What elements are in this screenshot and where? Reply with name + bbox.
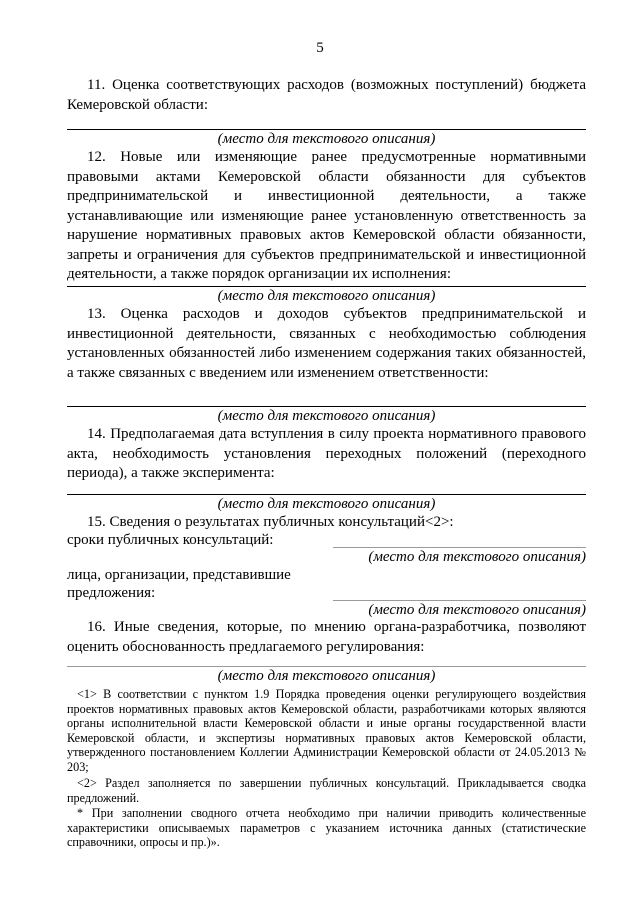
section-11-caption: (место для текстового описания)	[217, 131, 436, 147]
section-14-caption: (место для текстового описания)	[217, 496, 436, 512]
page-number: 5	[316, 40, 324, 56]
section-16-text: 16. Иные сведения, которые, по мнению органа-разработчика, позволяют оценить обоснованность предлагаемого регулирования:	[67, 619, 586, 655]
section-13-caption: (место для текстового описания)	[217, 408, 436, 424]
section-11-text: 11. Оценка соответствующих расходов (возможных поступлений) бюджета Кемеровской области:	[67, 77, 586, 113]
section-15-persons-label: лица, организации, представившие	[67, 567, 291, 583]
section-12-caption: (место для текстового описания)	[217, 288, 436, 304]
footnote-3: * При заполнении сводного отчета необходимо при наличии приводить количественные характеристики описываемых параметров с указанием источника данных (статистические справочники, опросы и пр.)».	[67, 806, 586, 850]
section-15-terms-caption: (место для текстового описания)	[368, 549, 586, 565]
section-15-persons-caption: (место для текстового описания)	[368, 602, 586, 618]
section-14-text: 14. Предполагаемая дата вступления в силу проекта нормативного правового акта, необходимость установления переходных положений (переходного периода), а также эксперимента:	[67, 426, 586, 481]
section-12-text: 12. Новые или изменяющие ранее предусмотренные нормативными правовыми актами Кемеровской области обязанности для субъектов предпринимательской и инвестиционной деятельности, а также устанавливающие или изменяющие ранее установленную ответственность за нарушение нормативных правовых актов Кемеровской области обязанности, запреты и ограничения для субъектов предпринимательской и инвестиционной деятельности, а также порядок организации их исполнения:	[67, 149, 586, 282]
section-15-terms-label: сроки публичных консультаций:	[67, 532, 274, 548]
section-16-caption: (место для текстового описания)	[217, 668, 436, 684]
footnote-1: <1> В соответствии с пунктом 1.9 Порядка проведения оценки регулирующего воздействия проектов нормативных правовых актов Кемеровской области, разработчиками которых являются органы исполнительной власти Кемеровской области и иные органы государственной власти Кемеровской области, и экспертизы нормативных правовых актов Кемеровской области, утвержденного постановлением Коллегии Администрации Кемеровской области от 24.05.2013 № 203;	[67, 687, 586, 774]
section-15-heading: 15. Сведения о результатах публичных консультаций<2>:	[87, 514, 454, 530]
section-15-persons-label-cont: предложения:	[67, 585, 156, 601]
footnote-2: <2> Раздел заполняется по завершении публичных консультаций. Прикладывается сводка предложений.	[67, 776, 586, 805]
section-13-text: 13. Оценка расходов и доходов субъектов предпринимательской и инвестиционной деятельности, связанных с необходимостью соблюдения установленных обязанностей либо изменением содержания таких обязанностей, а также связанных с введением или изменением ответственности:	[67, 306, 586, 381]
